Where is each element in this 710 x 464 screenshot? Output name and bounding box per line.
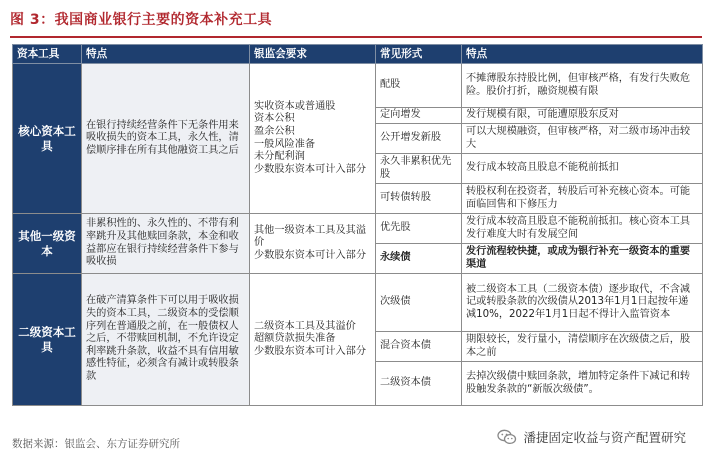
form-detail-cell: 发行成本较高且股息不能税前抵扣。核心资本工具发行难度大时有发展空间 xyxy=(462,214,703,244)
form-cell: 优先股 xyxy=(376,214,462,244)
form-cell: 定向增发 xyxy=(376,108,462,124)
tool-core-capital: 核心资本工具 xyxy=(13,64,82,214)
table-header-row xyxy=(13,45,703,64)
form-detail-cell: 发行流程较快捷，或成为银行补充一级资本的重要渠道 xyxy=(462,244,703,274)
title-divider xyxy=(10,36,702,38)
table-row xyxy=(13,64,703,108)
form-detail-cell: 发行规模有限，可能遭原股东反对 xyxy=(462,108,703,124)
source-note: 数据来源：银监会、东方证券研究所 xyxy=(12,438,180,450)
header-requirements: 银监会要求 xyxy=(250,45,376,64)
table-row xyxy=(13,274,703,332)
features-other-tier1: 非累积性的、永久性的、不带有利率跳升及其他赎回条款，本金和收益都应在银行持续经营条件下参与吸收损 xyxy=(82,214,250,274)
form-detail-cell: 可以大规模融资，但审核严格，对二级市场冲击较大 xyxy=(462,124,703,154)
table-row xyxy=(13,214,703,244)
form-detail-cell: 不摊薄股东持股比例，但审核严格，有发行失败危险。股价打折，融资规模有限 xyxy=(462,64,703,108)
form-cell: 永久非累积优先股 xyxy=(376,154,462,184)
requirements-core-capital: 实收资本或普通股 资本公积 盈余公积 一般风险准备 未分配利润 少数股东资本可计入部分 xyxy=(250,64,376,214)
header-form-features: 特点 xyxy=(462,45,703,64)
form-cell: 次级债 xyxy=(376,274,462,332)
form-cell: 永续债 xyxy=(376,244,462,274)
watermark xyxy=(497,428,686,446)
header-forms: 常见形式 xyxy=(376,45,462,64)
tool-other-tier1: 其他一级资本 xyxy=(13,214,82,274)
wechat-icon xyxy=(497,429,517,445)
form-detail-cell: 期限较长，发行量小，清偿顺序在次级债之后，股本之前 xyxy=(462,332,703,362)
form-detail-cell: 转股权利在投资者，转股后可补充核心资本。可能面临回售和下修压力 xyxy=(462,184,703,214)
form-detail-cell: 去掉次级债中赎回条款，增加特定条件下减记和转股触发条款的“新版次级债”。 xyxy=(462,362,703,406)
requirements-tier2: 二级资本工具及其溢价 超额贷款损失准备 少数股东资本可计入部分 xyxy=(250,274,376,406)
form-detail-cell: 被二级资本工具（二级资本债）逐步取代，不含减记或转股条款的次级债从2013年1月1日起按年递减10%，2022年1月1日起不得计入监管资本 xyxy=(462,274,703,332)
header-features: 特点 xyxy=(82,45,250,64)
form-detail-cell: 发行成本较高且股息不能税前抵扣 xyxy=(462,154,703,184)
features-core-capital: 在银行持续经营条件下无条件用来吸收损失的资本工具，永久性，清偿顺序排在所有其他融资工具之后 xyxy=(82,64,250,214)
form-cell: 混合资本债 xyxy=(376,332,462,362)
form-cell: 配股 xyxy=(376,64,462,108)
requirements-other-tier1: 其他一级资本工具及其溢价 少数股东资本可计入部分 xyxy=(250,214,376,274)
form-cell: 公开增发新股 xyxy=(376,124,462,154)
tool-tier2: 二级资本工具 xyxy=(13,274,82,406)
figure-title: 图 3：我国商业银行主要的资本补充工具 xyxy=(10,12,273,28)
form-cell: 二级资本债 xyxy=(376,362,462,406)
capital-tools-table xyxy=(12,44,703,406)
features-tier2: 在破产清算条件下可以用于吸收损失的资本工具，二级资本的受偿顺序列在普通股之前，在一般债权人之后，不带赎回机制，不允许设定利率跳升条款，收益不具有信用敏感性特征，必须含有减计或转股条款 xyxy=(82,274,250,406)
form-cell: 可转债转股 xyxy=(376,184,462,214)
header-tool: 资本工具 xyxy=(13,45,82,64)
watermark-text: 潘捷固定收益与资产配置研究 xyxy=(523,430,686,445)
